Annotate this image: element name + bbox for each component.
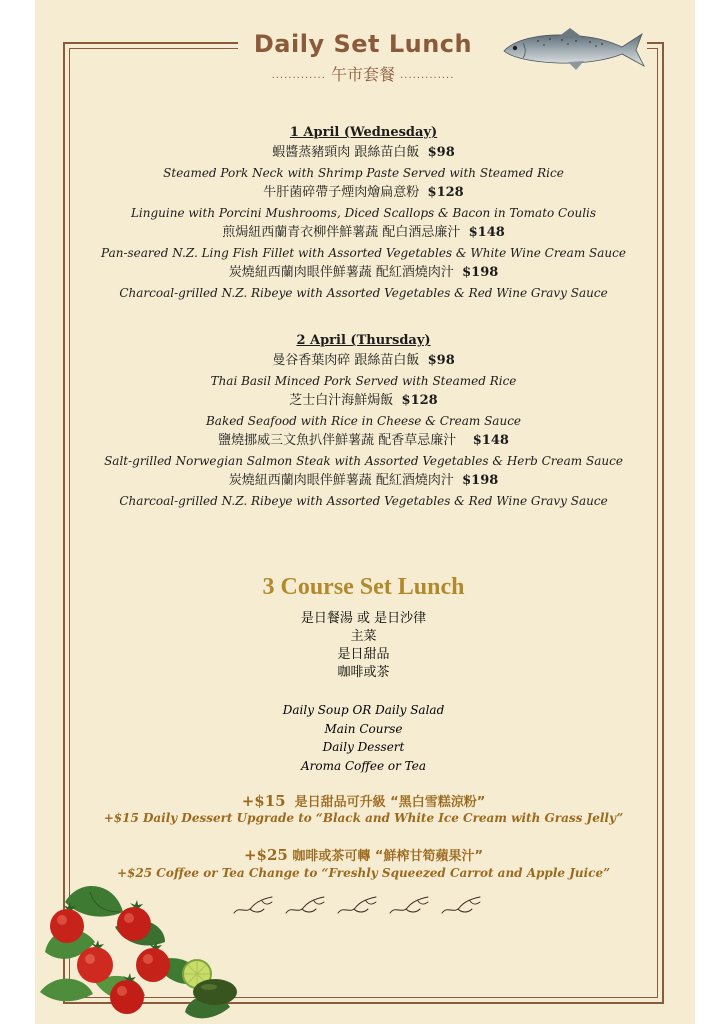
menu-item-price: $128 xyxy=(427,185,464,200)
menu-item-zh: 牛肝菌碎帶子煙肉燴扁意粉 $128 xyxy=(263,185,464,200)
salmon-icon xyxy=(498,26,646,72)
course-zh-line: 是日餐湯 或 是日沙律 xyxy=(300,611,427,626)
course-en-line: Daily Soup OR Daily Salad xyxy=(282,703,445,717)
subtitle-chinese: 午市套餐 xyxy=(330,65,395,84)
tomato-basil-icon xyxy=(35,872,250,1024)
menu-item-en: Steamed Pork Neck with Shrimp Paste Served with Steamed Rice xyxy=(163,166,564,180)
menu-item-en: Thai Basil Minced Pork Served with Steamed Rice xyxy=(210,374,517,388)
upgrade-price: +$15 xyxy=(241,792,286,810)
course-zh-line: 咖啡或茶 xyxy=(337,665,390,680)
course-zh-line: 主菜 xyxy=(350,629,377,644)
menu-item-en: Charcoal-grilled N.Z. Ribeye with Assorted Vegetables & Red Wine Gravy Sauce xyxy=(119,494,608,508)
menu-item-en: Charcoal-grilled N.Z. Ribeye with Assorted Vegetables & Red Wine Gravy Sauce xyxy=(119,286,608,300)
menu-item-price: $128 xyxy=(401,393,438,408)
subtitle-dots-left: ............. xyxy=(271,70,326,81)
menu-item-en: Linguine with Porcini Mushrooms, Diced Scallops & Bacon in Tomato Coulis xyxy=(130,206,597,220)
day2-heading: 2 April (Thursday) xyxy=(296,333,431,348)
course-en-line: Daily Dessert xyxy=(322,740,405,754)
course-en-list xyxy=(69,701,658,775)
menu-item-price: $148 xyxy=(472,433,509,448)
upgrade-drink-zh: +$25 咖啡或茶可轉 “鮮榨甘筍蘋果汁” xyxy=(243,846,484,864)
menu-item-price: $198 xyxy=(462,265,499,280)
day2-section xyxy=(69,331,658,511)
menu-item-price: $98 xyxy=(427,145,455,160)
menu-item-price: $148 xyxy=(468,225,505,240)
upgrade-price: +$25 xyxy=(243,846,288,864)
course-title: 3 Course Set Lunch xyxy=(262,574,465,600)
menu-item-zh: 曼谷香葉肉碎 跟絲苗白飯 $98 xyxy=(272,353,455,368)
day1-section xyxy=(69,123,658,303)
subtitle-dots-right: ............. xyxy=(400,70,455,81)
menu-item-zh: 炭燒紐西蘭肉眼伴鮮薯蔬 配紅酒燒肉汁 $198 xyxy=(228,473,499,488)
course-zh-line: 是日甜品 xyxy=(337,647,390,662)
menu-item-en: Pan-seared N.Z. Ling Fish Fillet with Assorted Vegetables & White Wine Cream Sauce xyxy=(101,246,626,260)
menu-item-zh: 鹽燒挪威三文魚扒伴鮮薯蔬 配香草忌廉汁 $148 xyxy=(218,433,509,448)
menu-item-zh: 炭燒紐西蘭肉眼伴鮮薯蔬 配紅酒燒肉汁 $198 xyxy=(228,265,499,280)
menu-item-zh: 芝士白汁海鮮焗飯 $128 xyxy=(289,393,438,408)
course-en-line: Aroma Coffee or Tea xyxy=(300,758,426,773)
course-en-line: Main Course xyxy=(324,721,403,736)
menu-item-zh: 煎焗紐西蘭青衣柳伴鮮薯蔬 配白酒忌廉汁 $148 xyxy=(222,225,505,240)
course-zh-list xyxy=(69,610,658,682)
menu-item-zh: 蝦醬蒸豬頸肉 跟絲苗白飯 $98 xyxy=(272,145,455,160)
upgrade-drink-en: +$25 Coffee or Tea Change to “Freshly Squeezed Carrot and Apple Juice” xyxy=(116,866,610,880)
menu-item-en: Salt-grilled Norwegian Salmon Steak with Assorted Vegetables & Herb Cream Sauce xyxy=(104,454,623,468)
upgrade-dessert-en: +$15 Daily Dessert Upgrade to “Black and White Ice Cream with Grass Jelly” xyxy=(103,811,624,825)
day1-heading: 1 April (Wednesday) xyxy=(289,125,438,140)
menu-subtitle xyxy=(238,62,488,85)
menu-item-en: Baked Seafood with Rice in Cheese & Cream Sauce xyxy=(205,414,522,428)
menu-title: Daily Set Lunch xyxy=(253,30,473,58)
flourish-divider-icon xyxy=(228,893,488,919)
upgrade-dessert-zh: +$15 是日甜品可升級 “黑白雪糕涼粉” xyxy=(241,792,486,810)
menu-item-price: $98 xyxy=(427,353,455,368)
menu-item-price: $198 xyxy=(462,473,499,488)
